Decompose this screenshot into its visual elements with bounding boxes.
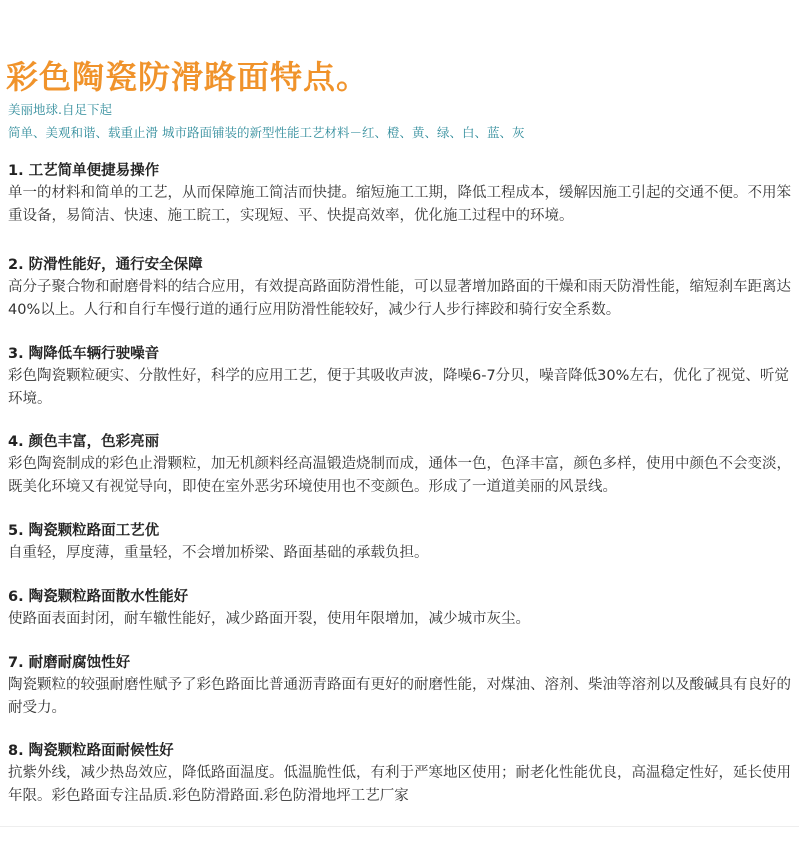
section-heading: 8. 陶瓷颗粒路面耐候性好: [8, 743, 174, 759]
section-heading: 3. 陶降低车辆行驶噪音: [8, 346, 160, 362]
section-heading: 7. 耐磨耐腐蚀性好: [8, 655, 131, 671]
feature-section-5: [8, 520, 793, 565]
feature-section-4: [8, 431, 793, 499]
section-heading: 4. 颜色丰富，色彩亮丽: [8, 434, 160, 450]
feature-section-7: [8, 652, 793, 720]
section-body: 使路面表面封闭，耐车辙性能好，减少路面开裂，使用年限增加，减少城市灰尘。: [8, 611, 530, 627]
feature-section-3: [8, 343, 793, 411]
section-body: 彩色陶瓷制成的彩色止滑颗粒，加无机颜料经高温锻造烧制而成，通体一色，色泽丰富，颜色多样，使用中颜色不会变淡，既美化环境又有视觉导向，即使在室外恶劣环境使用也不变颜色。形成了一道道美丽的风景线。: [8, 456, 791, 495]
section-body: 陶瓷颗粒的较强耐磨性赋予了彩色路面比普通沥青路面有更好的耐磨性能，对煤油、溶剂、柴油等溶剂以及酸碱具有良好的耐受力。: [8, 677, 791, 716]
section-body: 单一的材料和简单的工艺，从而保障施工简洁而快捷。缩短施工工期，降低工程成本，缓解因施工引起的交通不便。不用笨重设备，易简洁、快速、施工睆工，实现短、平、快提高效率，优化施工过程中的环境。: [8, 185, 791, 224]
section-heading: 1. 工艺简单便捷易操作: [8, 163, 160, 179]
subtitle: 美丽地球.自足下起: [8, 102, 112, 117]
section-heading: 6. 陶瓷颗粒路面散水性能好: [8, 589, 189, 605]
page-title: 彩色陶瓷防滑路面特点。: [6, 58, 370, 96]
bottom-divider: [0, 826, 799, 827]
feature-section-1: [8, 160, 793, 228]
tagline: 简单、美观和谐、载重止滑 城市路面铺装的新型性能工艺材料－红、橙、黄、绿、白、蓝、灰: [8, 125, 525, 140]
feature-section-8: [8, 740, 793, 808]
section-heading: 2. 防滑性能好，通行安全保障: [8, 257, 203, 273]
section-body: 高分子聚合物和耐磨骨料的结合应用，有效提高路面防滑性能，可以显著增加路面的干燥和雨天防滑性能，缩短刹车距离达40%以上。人行和自行车慢行道的通行应用防滑性能较好，减少行人步行摔跤和骑行安全系数。: [8, 279, 791, 318]
section-heading: 5. 陶瓷颗粒路面工艺优: [8, 523, 160, 539]
feature-section-6: [8, 586, 793, 631]
section-body: 自重轻，厚度薄，重量轻，不会增加桥梁、路面基础的承载负担。: [8, 545, 429, 561]
section-body: 彩色陶瓷颗粒硬实、分散性好，科学的应用工艺，便于其吸收声波，降噪6-7分贝，噪音降低30%左右，优化了视觉、听觉环境。: [8, 368, 789, 407]
section-body: 抗紫外线，减少热岛效应，降低路面温度。低温脆性低，有利于严寒地区使用；耐老化性能优良，高温稳定性好，延长使用年限。彩色路面专注品质.彩色防滑路面.彩色防滑地坪工艺厂家: [8, 765, 791, 804]
feature-section-2: [8, 254, 793, 322]
